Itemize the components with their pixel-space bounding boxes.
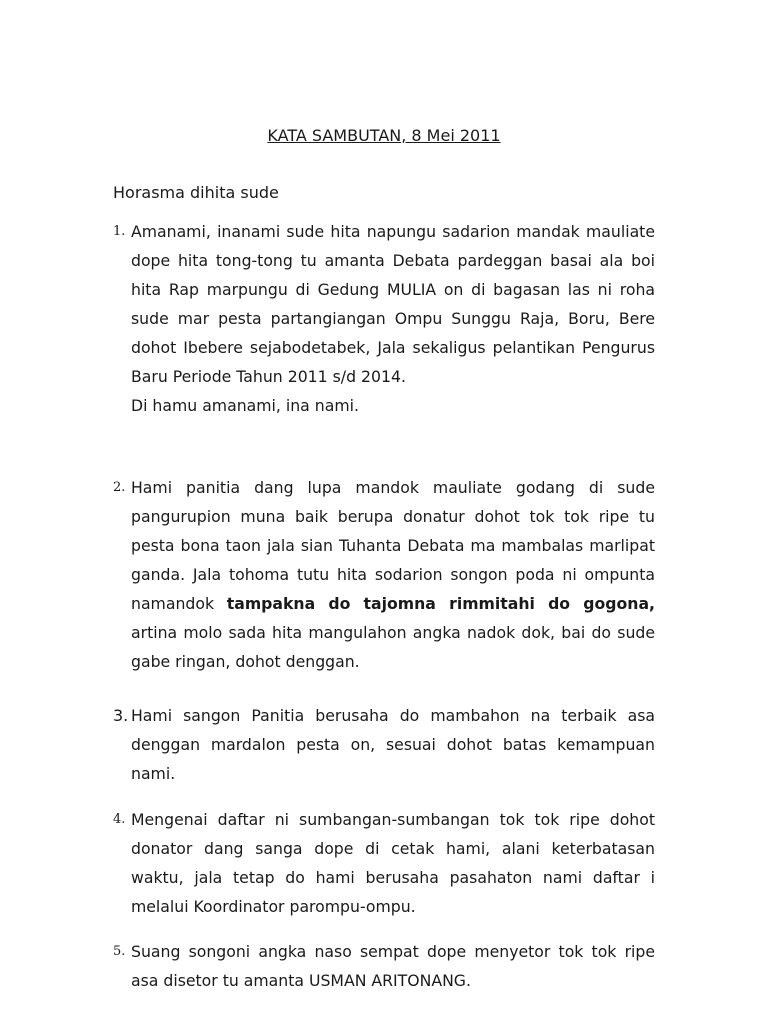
paragraph: Hami sangon Panitia berusaha do mambahon na terbaik asa denggan mardalon pesta on, sesuai dohot batas kemampuan nami. xyxy=(131,706,655,783)
paragraph-closing: Di hamu amanami, ina nami. xyxy=(131,396,359,415)
list-number: 1. xyxy=(113,224,126,239)
text-run: artina molo sada hita mangulahon angka nadok dok, bai do sude gabe ringan, dohot denggan. xyxy=(131,623,655,671)
paragraph: Suang songoni angka naso sempat dope menyetor tok tok ripe asa disetor tu amanta USMAN ARITONANG. xyxy=(131,942,655,990)
list-item-1 xyxy=(113,217,655,420)
paragraph: Amanami, inanami sude hita napungu sadarion mandak mauliate dope hita tong-tong tu amanta Debata pardeggan basai ala boi hita Rap marpungu di Gedung MULIA on di bagasan las ni roha sude mar pesta partangiangan Ompu Sunggu Raja, Boru, Bere dohot Ibebere sejabodetabek, Jala sekaligus pelantikan Pengurus Baru Periode Tahun 2011 s/d 2014. xyxy=(131,222,655,386)
list-item-text xyxy=(131,473,655,676)
list-item-3 xyxy=(113,701,655,788)
list-item-text xyxy=(131,217,655,420)
document-title: KATA SAMBUTAN, 8 Mei 2011 xyxy=(267,126,501,145)
list-item-text xyxy=(131,701,655,788)
paragraph: Mengenai daftar ni sumbangan-sumbangan tok tok ripe dohot donator dang sanga dope di cetak hami, alani keterbatasan waktu, jala tetap do hami berusaha pasahaton nami daftar i melalui Koordinator parompu-ompu. xyxy=(131,810,655,916)
list-item-4 xyxy=(113,805,655,921)
list-item-text xyxy=(131,805,655,921)
list-number: 4. xyxy=(113,812,126,827)
list-number: 2. xyxy=(113,480,126,495)
list-item-5 xyxy=(113,937,655,995)
bold-phrase: tampakna do tajomna rimmitahi do gogona, xyxy=(226,594,655,613)
paragraph xyxy=(131,473,655,676)
greeting-line: Horasma dihita sude xyxy=(113,183,279,202)
list-item-text xyxy=(131,937,655,995)
list-number: 3. xyxy=(113,706,129,725)
text-run: Hami panitia dang lupa mandok mauliate godang di sude pangurupion muna baik berupa donatur dohot tok tok ripe tu pesta bona taon jala sian Tuhanta Debata ma mambalas marlipat ganda. Jala tohoma tutu hita sodarion songon poda ni ompunta namandok xyxy=(131,478,655,613)
list-number: 5. xyxy=(113,944,126,959)
list-item-2 xyxy=(113,473,655,676)
